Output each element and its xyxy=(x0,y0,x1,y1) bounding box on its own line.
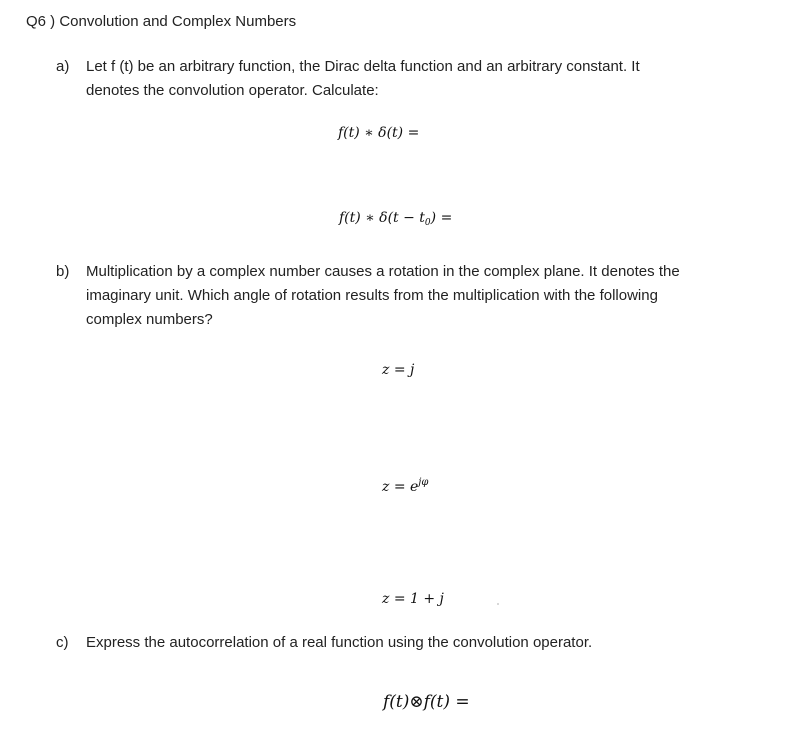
part-a-text xyxy=(86,55,640,103)
part-a-label: a) xyxy=(56,58,70,75)
part-b-text-line: Multiplication by a complex number causes a rotation in the complex plane. It denotes the xyxy=(86,263,680,280)
eq2-subscript: 0 xyxy=(424,218,431,228)
part-b-text-line: imaginary unit. Which angle of rotation results from the multiplication with the following xyxy=(86,287,658,304)
part-c-equation: f(t)⊗f(t) = xyxy=(383,692,470,712)
part-b-text-line: complex numbers? xyxy=(86,311,213,328)
part-a-equation-2 xyxy=(339,210,452,226)
question-title: Q6 ) Convolution and Complex Numbers xyxy=(26,13,297,30)
part-a-text-line: denotes the convolution operator. Calculate: xyxy=(86,82,379,99)
part-a-equation-1: f(t) ∗ δ(t) = xyxy=(338,125,420,141)
part-b-equation-2 xyxy=(382,479,428,495)
part-c-text: Express the autocorrelation of a real function using the convolution operator. xyxy=(86,634,593,651)
eq2-main: f(t) ∗ δ(t − t xyxy=(339,210,425,226)
part-b-text xyxy=(86,260,680,332)
part-a-text-line: Let f (t) be an arbitrary function, the Dirac delta function and an arbitrary constant. It xyxy=(86,58,640,75)
eq-base: z = e xyxy=(382,479,419,495)
part-b-equation-1: z = j xyxy=(382,362,415,378)
part-b-equation-3: z = 1 + j xyxy=(382,591,444,607)
part-c-label: c) xyxy=(56,634,69,651)
part-b-label: b) xyxy=(56,263,70,280)
stray-dot xyxy=(497,603,499,605)
eq-exponent: jφ xyxy=(418,477,429,488)
eq2-end: ) = xyxy=(430,210,453,226)
